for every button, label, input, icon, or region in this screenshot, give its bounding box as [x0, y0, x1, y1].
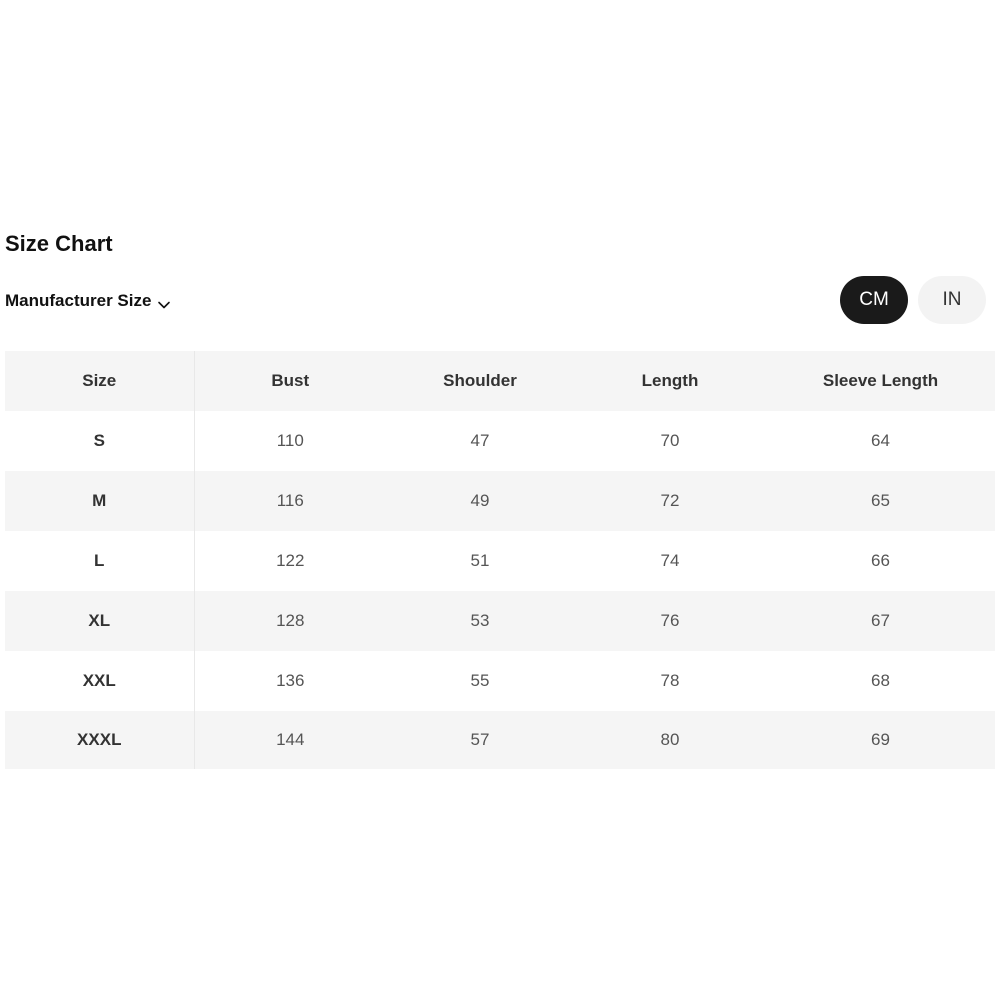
size-cell: XXL: [5, 651, 194, 711]
sleeve-length-cell: 64: [766, 411, 995, 471]
shoulder-cell: 57: [386, 711, 574, 769]
sleeve-length-cell: 69: [766, 711, 995, 769]
shoulder-cell: 55: [386, 651, 574, 711]
header-size: Size: [5, 351, 194, 411]
size-cell: S: [5, 411, 194, 471]
shoulder-cell: 53: [386, 591, 574, 651]
bust-cell: 110: [194, 411, 386, 471]
length-cell: 80: [574, 711, 766, 769]
manufacturer-size-label: Manufacturer Size: [5, 291, 152, 310]
table-row: [5, 711, 995, 769]
table-row: [5, 591, 995, 651]
length-cell: 70: [574, 411, 766, 471]
bust-cell: 144: [194, 711, 386, 769]
length-cell: 78: [574, 651, 766, 711]
sleeve-length-cell: 68: [766, 651, 995, 711]
unit-toggle: [840, 276, 986, 324]
sleeve-length-cell: 66: [766, 531, 995, 591]
shoulder-cell: 47: [386, 411, 574, 471]
length-cell: 72: [574, 471, 766, 531]
bust-cell: 116: [194, 471, 386, 531]
unit-in-button[interactable]: IN: [918, 276, 986, 324]
table-row: [5, 411, 995, 471]
manufacturer-size-dropdown[interactable]: [5, 289, 171, 313]
size-cell: XL: [5, 591, 194, 651]
size-table: [5, 351, 996, 769]
size-cell: L: [5, 531, 194, 591]
size-cell: XXXL: [5, 711, 194, 769]
unit-cm-button[interactable]: CM: [840, 276, 908, 324]
header-sleeve-length: Sleeve Length: [766, 351, 995, 411]
chevron-down-icon: [157, 295, 171, 309]
header-shoulder: Shoulder: [386, 351, 574, 411]
header-length: Length: [574, 351, 766, 411]
sleeve-length-cell: 67: [766, 591, 995, 651]
bust-cell: 128: [194, 591, 386, 651]
length-cell: 74: [574, 531, 766, 591]
shoulder-cell: 49: [386, 471, 574, 531]
page-title: Size Chart: [5, 231, 113, 256]
shoulder-cell: 51: [386, 531, 574, 591]
sleeve-length-cell: 65: [766, 471, 995, 531]
bust-cell: 136: [194, 651, 386, 711]
table-row: [5, 471, 995, 531]
table-row: [5, 531, 995, 591]
length-cell: 76: [574, 591, 766, 651]
bust-cell: 122: [194, 531, 386, 591]
header-bust: Bust: [194, 351, 386, 411]
size-cell: M: [5, 471, 194, 531]
table-row: [5, 651, 995, 711]
table-header-row: [5, 351, 995, 411]
